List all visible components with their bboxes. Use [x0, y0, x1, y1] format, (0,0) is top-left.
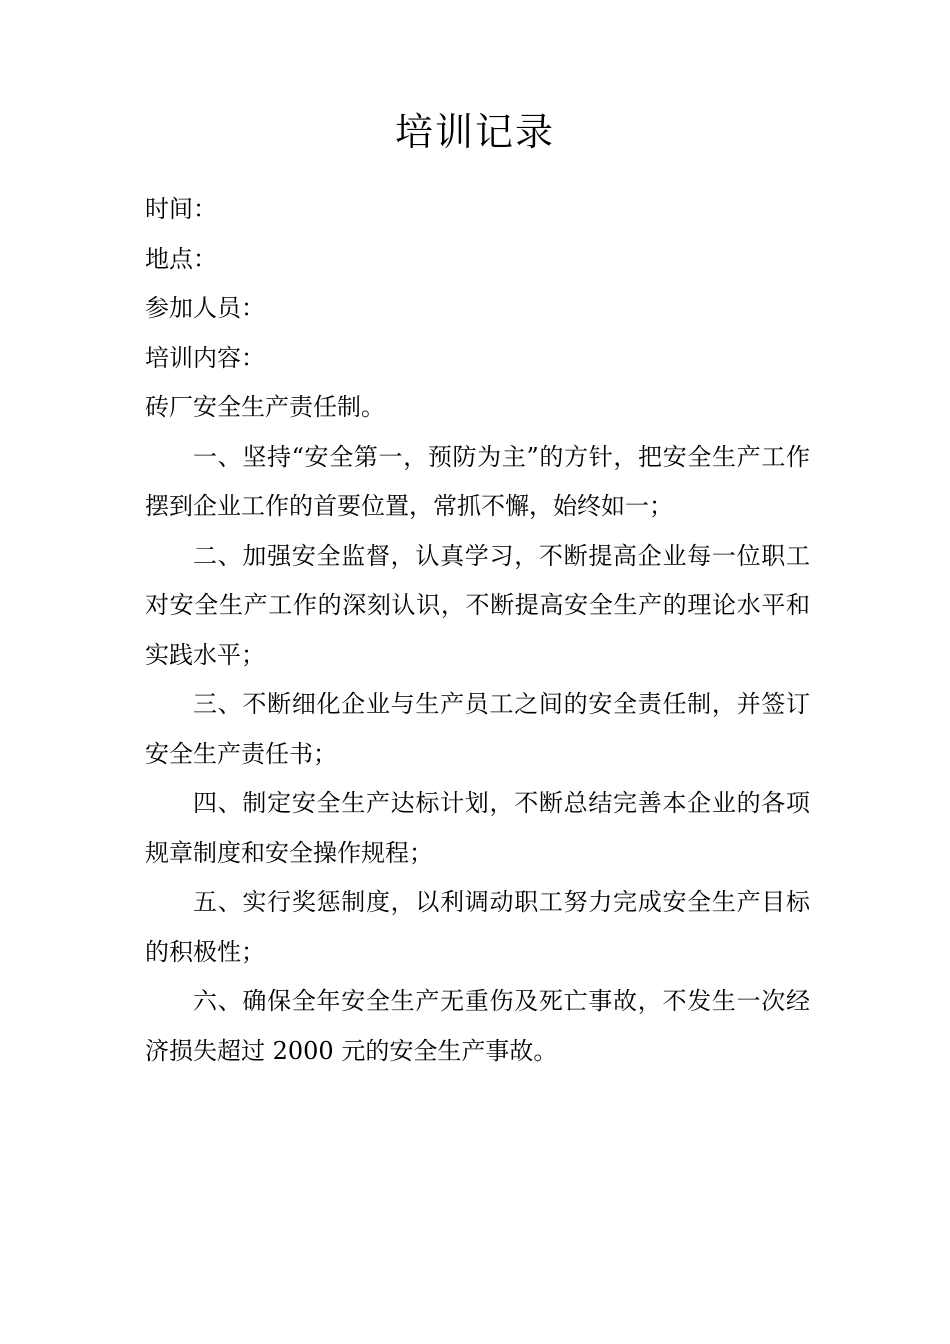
document-body — [145, 185, 810, 1076]
paragraph-2: 二、加强安全监督，认真学习，不断提高企业每一位职工对安全生产工作的深刻认识，不断提高安全生产的理论水平和实践水平； — [145, 541, 810, 669]
field-location: 地点： — [145, 244, 217, 273]
paragraph-6: 六、确保全年安全生产无重伤及死亡事故，不发生一次经济损失超过 2000 元的安全生产事故。 — [145, 987, 810, 1065]
paragraph-5: 五、实行奖惩制度，以利调动职工努力完成安全生产目标的积极性； — [145, 888, 810, 966]
field-time: 时间： — [145, 195, 217, 223]
page-title: 培训记录 — [394, 110, 555, 154]
paragraph-1: 一、坚持“安全第一，预防为主”的方针，把安全生产工作摆到企业工作的首要位置，常抓不懈，始终如一； — [145, 442, 810, 520]
content-lead: 砖厂安全生产责任制。 — [145, 393, 385, 421]
paragraph-3: 三、不断细化企业与生产员工之间的安全责任制，并签订安全生产责任书； — [145, 690, 810, 768]
paragraph-4: 四、制定安全生产达标计划，不断总结完善本企业的各项规章制度和安全操作规程； — [145, 789, 810, 867]
field-attendees: 参加人员： — [145, 294, 265, 322]
field-training-content: 培训内容： — [145, 343, 265, 372]
